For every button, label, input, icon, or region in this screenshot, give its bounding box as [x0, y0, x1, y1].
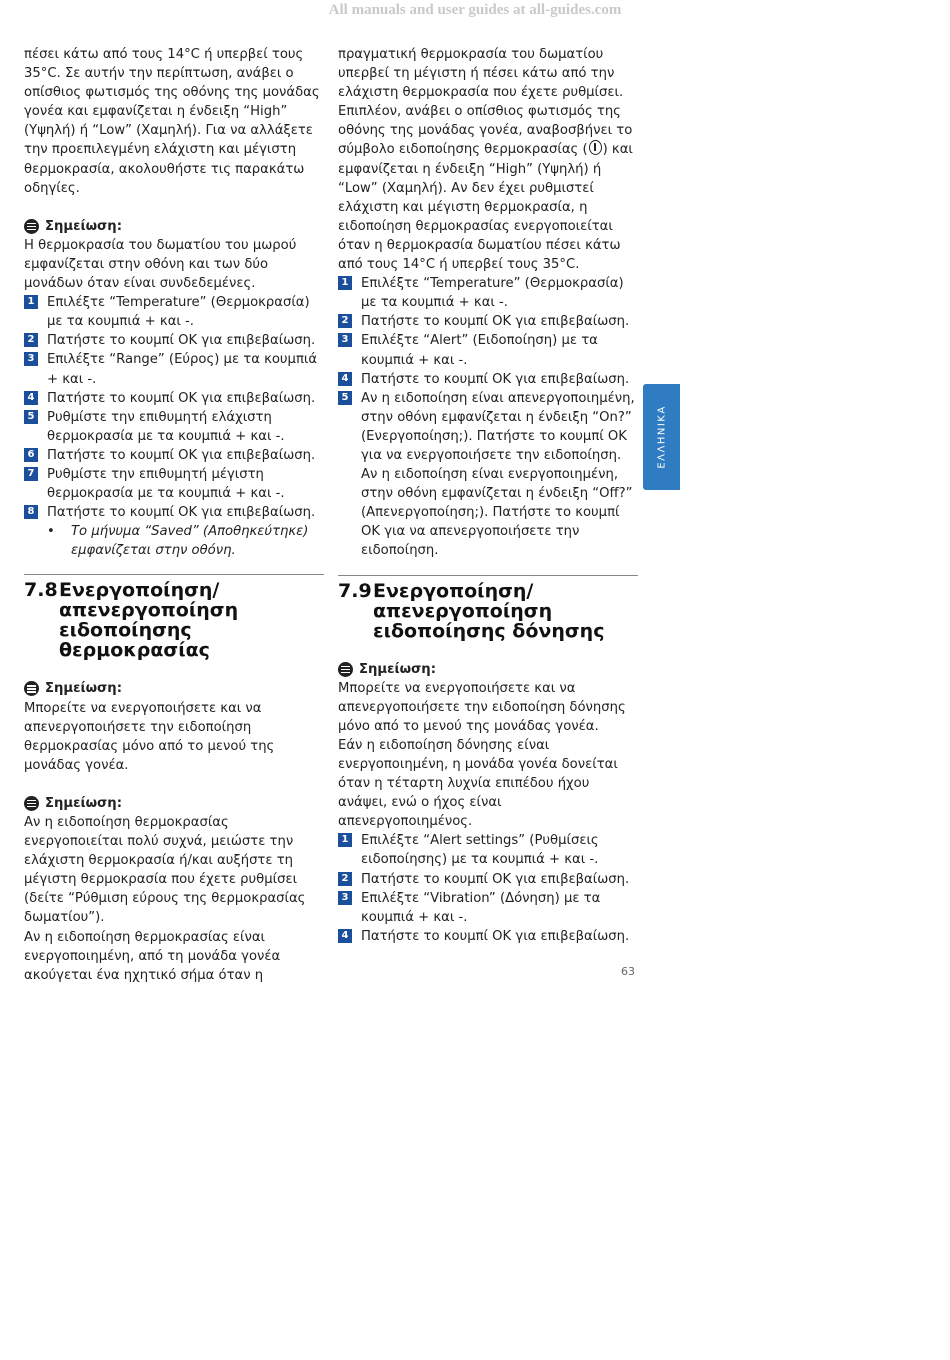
note-heading: Σημείωση:	[24, 794, 324, 813]
note-heading: Σημείωση:	[338, 660, 638, 679]
step-item: 7 Ρυθμίστε την επιθυμητή μέγιστη θερμοκρασία με τα κουμπιά + και -.	[24, 465, 324, 503]
bullet-item: • Το μήνυμα “Saved” (Αποθηκεύτηκε) εμφανίζεται στην οθόνη.	[47, 524, 309, 559]
note-icon	[24, 219, 39, 234]
step-item: 2 Πατήστε το κουμπί OK για επιβεβαίωση.	[338, 870, 638, 889]
step-item: 2 Πατήστε το κουμπί OK για επιβεβαίωση.	[338, 312, 638, 331]
note-text: Αν η ειδοποίηση θερμοκρασίας ενεργοποιείται πολύ συχνά, μειώστε την ελάχιστη θερμοκρασία ή/και αυξήστε τη μέγιστη θερμοκρασία που έχετε ρυθμίσει (δείτε “Ρύθμιση εύρους της θερμοκρασίας δωματίου”).	[24, 815, 306, 926]
left-column	[24, 45, 324, 985]
step-item: 3 Επιλέξτε “Vibration” (Δόνηση) με τα κουμπιά + και -.	[338, 889, 638, 927]
note-heading: Σημείωση:	[24, 679, 324, 698]
note-icon	[24, 796, 39, 811]
page-number: 63	[621, 965, 635, 978]
note-heading: Σημείωση:	[24, 217, 324, 236]
note-text: Μπορείτε να ενεργοποιήσετε και να απενεργοποιήσετε την ειδοποίηση θερμοκρασίας μόνο από το μενού της μονάδας γονέα.	[24, 700, 275, 773]
step-item: 4 Πατήστε το κουμπί OK για επιβεβαίωση.	[338, 927, 638, 946]
right-column	[338, 45, 638, 946]
step-item: 1 Επιλέξτε “Temperature” (Θερμοκρασία) με τα κουμπιά + και -.	[24, 293, 324, 331]
language-side-tab: ΕΛΛΗΝΙΚΑ	[643, 384, 680, 490]
intro-paragraph: πέσει κάτω από τους 14°C ή υπερβεί τους 35°C. Σε αυτήν την περίπτωση, ανάβει ο οπίσθιος φωτισμός της οθόνης της μονάδας γονέα και εμφανίζεται η ένδειξη “High” (Υψηλή) ή “Low” (Χαμηλή). Για να αλλάξετε την προεπιλεγμένη ελάχιστη και μέγιστη θερμοκρασία, ακολουθήστε τις παρακάτω οδηγίες.	[24, 47, 320, 196]
step-item: 3 Επιλέξτε “Alert” (Ειδοποίηση) με τα κουμπιά + και -.	[338, 331, 638, 369]
section-heading: 7.8 Ενεργοποίηση/ απενεργοποίηση ειδοποίησης θερμοκρασίας	[24, 574, 324, 660]
step-item: 5 Ρυθμίστε την επιθυμητή ελάχιστη θερμοκρασία με τα κουμπιά + και -.	[24, 408, 324, 446]
step-item: 4 Πατήστε το κουμπί OK για επιβεβαίωση.	[24, 389, 324, 408]
note-text: Μπορείτε να ενεργοποιήσετε και να απενεργοποιήσετε την ειδοποίηση δόνησης μόνο από το μενού της μονάδας γονέα.	[338, 680, 626, 734]
note-icon	[338, 662, 353, 677]
step-item: 2 Πατήστε το κουμπί OK για επιβεβαίωση.	[24, 331, 324, 350]
step-item: 1 Επιλέξτε “Alert settings” (Ρυθμίσεις ειδοποίησης) με τα κουμπιά + και -.	[338, 831, 638, 869]
note-text: Εάν η ειδοποίηση δόνησης είναι ενεργοποιημένη, η μονάδα γονέα δονείται όταν η τέταρτη λυχνία επιπέδου ήχου ανάψει, ενώ ο ήχος είναι απενεργοποιημένος.	[338, 737, 618, 830]
watermark[interactable]: All manuals and user guides at all-guides.com	[328, 2, 622, 18]
step-item: 6 Πατήστε το κουμπί OK για επιβεβαίωση.	[24, 446, 324, 465]
step-item: 5 Αν η ειδοποίηση είναι απενεργοποιημένη, στην οθόνη εμφανίζεται η ένδειξη “On?” (Ενεργοποίηση;). Πατήστε το κουμπί OK για να ενεργοποιήσετε την ειδοποίηση. Αν η ειδοποίηση είναι ενεργοποιημένη, στην οθόνη εμφανίζεται η ένδειξη “Off?” (Απενεργοποίηση;). Πατήστε το κουμπί OK για να απενεργοποιήσετε την ειδοποίηση.	[338, 389, 638, 561]
thermometer-alert-icon	[589, 140, 602, 155]
note-icon	[24, 681, 39, 696]
note-text: Η θερμοκρασία του δωματίου του μωρού εμφανίζεται στην οθόνη και των δύο μονάδων όταν είναι συνδεδεμένες.	[24, 237, 297, 292]
step-item: 8 Πατήστε το κουμπί OK για επιβεβαίωση.	[24, 503, 324, 522]
intro-paragraph: πραγματική θερμοκρασία του δωματίου υπερβεί τη μέγιστη ή πέσει κάτω από την ελάχιστη θερμοκρασία που έχετε ρυθμίσει. Επιπλέον, ανάβει ο οπίσθιος φωτισμός της οθόνης της μονάδας γονέα, αναβοσβήνει το σύμβολο ειδοποίησης θερμοκρασίας ( ) και εμφανίζεται η ένδειξη “High” (Υψηλή) ή “Low” (Χαμηλή). Αν δεν έχει ρυθμιστεί ελάχιστη και μέγιστη θερμοκρασία, η ειδοποίηση θερμοκρασίας ενεργοποιείται όταν η θερμοκρασία δωματίου πέσει κάτω από τους 14°C ή υπερβεί τους 35°C.	[338, 47, 633, 273]
note-text: Αν η ειδοποίηση θερμοκρασίας είναι ενεργοποιημένη, από τη μονάδα γονέα ακούγεται ένα ηχητικό σήμα όταν η	[24, 929, 281, 983]
section-heading: 7.9 Ενεργοποίηση/ απενεργοποίηση ειδοποίησης δόνησης	[338, 575, 638, 641]
step-item: 1 Επιλέξτε “Temperature” (Θερμοκρασία) με τα κουμπιά + και -.	[338, 274, 638, 312]
step-item: 3 Επιλέξτε “Range” (Εύρος) με τα κουμπιά + και -.	[24, 350, 324, 388]
step-item: 4 Πατήστε το κουμπί OK για επιβεβαίωση.	[338, 370, 638, 389]
